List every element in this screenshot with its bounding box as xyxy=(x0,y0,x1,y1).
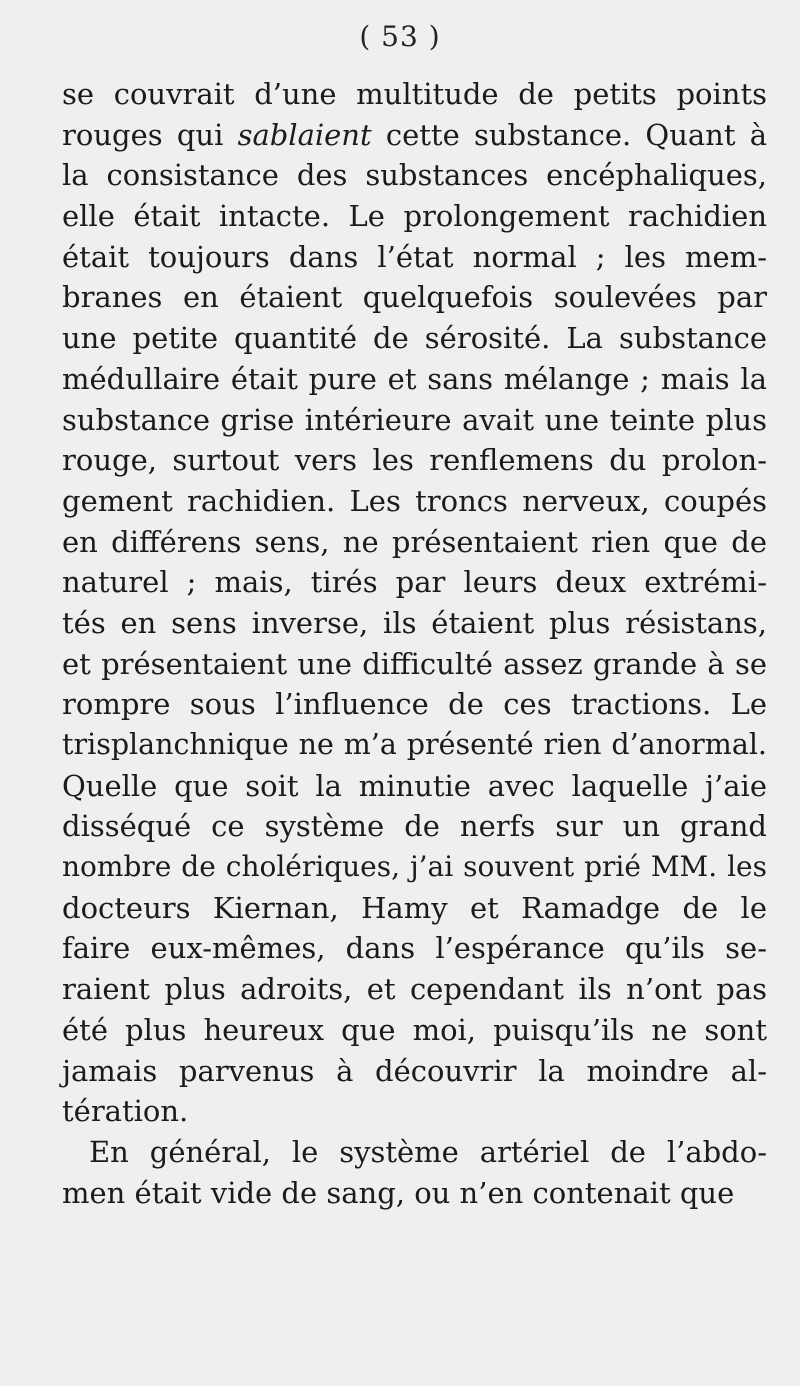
text-line: substance grise intérieure avait une teinte plus xyxy=(62,402,767,437)
italic-word: sablaient xyxy=(237,117,372,152)
text-line: docteurs Kiernan, Hamy et Ramadge de le xyxy=(62,890,767,925)
text-line: rouge, surtout vers les renflemens du prolon- xyxy=(62,443,767,478)
text-segment: cette substance. Quant à xyxy=(371,117,767,152)
text-line: raient plus adroits, et cependant ils n’ont pas xyxy=(62,972,767,1007)
text-line: men était vide de sang, ou n’en contenait que xyxy=(62,1175,735,1210)
text-line: médullaire était pure et sans mélange ; mais la xyxy=(62,361,767,396)
text-line: disséqué ce système de nerfs sur un grand xyxy=(62,809,767,844)
text-line: jamais parvenus à découvrir la moindre al- xyxy=(62,1053,767,1088)
text-line: branes en étaient quelquefois soulevées par xyxy=(62,280,767,315)
text-line: rompre sous l’influence de ces tractions. Le xyxy=(62,687,767,722)
text-line: tération. xyxy=(62,1094,189,1129)
text-line: été plus heureux que moi, puisqu’ils ne sont xyxy=(62,1012,767,1047)
text-line: gement rachidien. Les troncs nerveux, coupés xyxy=(62,483,767,518)
text-line: tés en sens inverse, ils étaient plus résistans, xyxy=(62,605,767,640)
text-line: et présentaient une difficulté assez grande à se xyxy=(62,646,767,681)
text-line: Quelle que soit la minutie avec laquelle j’aie xyxy=(62,768,767,803)
text-line: nombre de cholériques, j’ai souvent prié MM. les xyxy=(62,850,767,884)
text-line: la consistance des substances encéphaliques, xyxy=(62,158,767,193)
text-line: en différens sens, ne présentaient rien que de xyxy=(62,524,767,559)
text-line: En général, le système artériel de l’abdo- xyxy=(89,1134,767,1169)
text-segment: rouges qui xyxy=(62,117,238,152)
text-line: se couvrait d’une multitude de petits points xyxy=(62,77,767,111)
text-line: trisplanchnique ne m’a présenté rien d’anormal. xyxy=(62,728,767,761)
text-line xyxy=(62,115,767,156)
text-line: faire eux-mêmes, dans l’espérance qu’ils se- xyxy=(62,931,767,966)
page-number: ( 53 ) xyxy=(359,20,441,53)
body-text xyxy=(62,74,767,1213)
text-line: une petite quantité de sérosité. La substance xyxy=(62,321,767,356)
text-line: était toujours dans l’état normal ; les mem- xyxy=(62,239,767,274)
text-line: elle était intacte. Le prolongement rachidien xyxy=(62,199,767,234)
text-line: naturel ; mais, tirés par leurs deux extrémi- xyxy=(62,565,767,600)
